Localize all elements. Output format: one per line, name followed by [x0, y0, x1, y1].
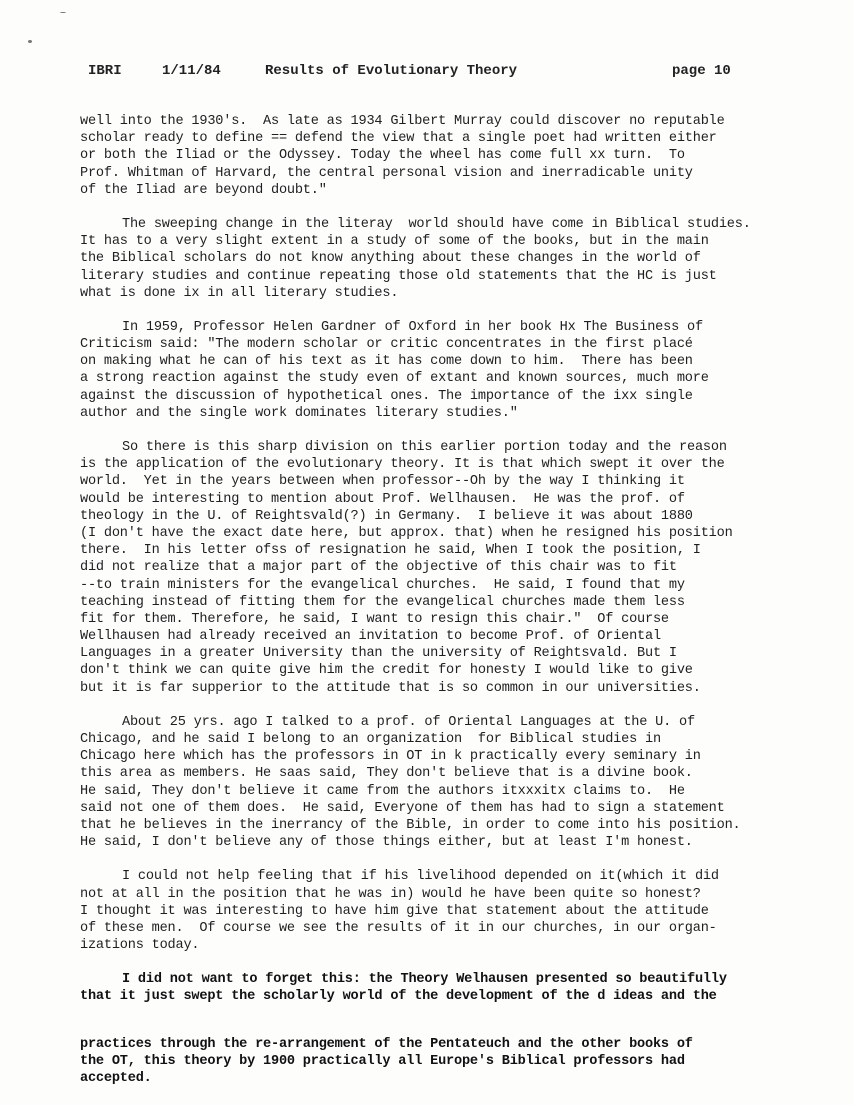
header-page-number: page 10 [672, 63, 731, 79]
text-line: I did not want to forget this: the Theory Welhausen presented so beautifully [122, 972, 727, 988]
text-line: --to train ministers for the evangelical churches. He said, I found that my [80, 577, 685, 593]
paragraph-1 [80, 113, 850, 199]
text-line: He said, I don't believe any of those things either, but at least I'm honest. [80, 835, 693, 851]
text-line: author and the single work dominates literary studies." [80, 405, 518, 421]
text-line: this area as members. He saas said, They don't believe that is a divine book. [80, 766, 693, 782]
text-line: world. Yet in the years between when professor--Oh by the way I thinking it [80, 474, 685, 490]
text-line: Criticism said: "The modern scholar or critic concentrates in the first placé [80, 337, 693, 353]
paragraph-2 [80, 216, 850, 302]
paragraph-7 [80, 971, 850, 1005]
text-line: would be interesting to mention about Prof. Wellhausen. He was the prof. of [80, 491, 685, 507]
text-line: well into the 1930's. As late as 1934 Gilbert Murray could discover no reputable [80, 114, 725, 129]
text-line: what is done ix in all literary studies. [80, 285, 399, 301]
text-line: izations today. [80, 938, 200, 954]
text-line: I thought it was interesting to have him give that statement about the attitude [80, 903, 709, 919]
text-line: that he believes in the inerrancy of the Bible, in order to come into his position. [80, 817, 741, 833]
text-line: Wellhausen had already received an invitation to become Prof. of Oriental [80, 629, 661, 645]
text-line: literary studies and continue repeating those old statements that the HC is just [80, 268, 717, 284]
scan-speck [60, 12, 66, 13]
header-title: Results of Evolutionary Theory [265, 63, 518, 79]
text-line: on making what he can of his text as it has come down to him. There has been [80, 354, 693, 370]
paragraph-4 [80, 439, 850, 697]
scan-speck [28, 40, 32, 43]
text-line: against the discussion of hypothetical ones. The importance of the ixx single [80, 388, 693, 404]
text-line: Chicago here which has the professors in OT in k practically every seminary in [80, 749, 701, 765]
text-line: of these men. Of course we see the results of it in our churches, in our organ- [80, 920, 717, 936]
paragraph-5 [80, 714, 850, 852]
text-line: fit for them. Therefore, he said, I want to resign this chair." Of course [80, 611, 669, 627]
text-line: Prof. Whitman of Harvard, the central personal vision and inerradicable unity [80, 165, 693, 181]
header-org: IBRI [88, 63, 122, 79]
text-line: Languages in a greater University than the university of Reightsvald. But I [80, 646, 677, 662]
text-line: Chicago, and he said I belong to an organization for Biblical studies in [80, 732, 661, 747]
header-date: 1/11/84 [162, 63, 221, 79]
text-line: scholar ready to define == defend the view that a single poet had written either [80, 131, 717, 147]
text-line: accepted. [80, 1071, 152, 1086]
text-line: a strong reaction against the study even of extant and known sources, much more [80, 371, 709, 387]
paragraph-8 [80, 1036, 850, 1088]
paragraph-6 [80, 868, 850, 954]
text-line: He said, They don't believe it came from the authors itxxxitx claims to. He [80, 783, 685, 799]
text-line: is the application of the evolutionary theory. It is that which swept it over the [80, 457, 725, 473]
text-line: (I don't have the exact date here, but approx. that) when he resigned his position [80, 525, 733, 541]
text-line: the OT, this theory by 1900 practically all Europe's Biblical professors had [80, 1053, 685, 1069]
text-line: The sweeping change in the literay world should have come in Biblical studies. [122, 216, 751, 232]
text-line: did not realize that a major part of the objective of this chair was to fit [80, 560, 677, 576]
text-line: practices through the re-arrangement of the Pentateuch and the other books of [80, 1036, 693, 1052]
text-line: In 1959, Professor Helen Gardner of Oxford in her book Hx The Business of [122, 319, 703, 335]
text-line: theology in the U. of Reightsvald(?) in Germany. I believe it was about 1880 [80, 508, 693, 524]
text-line: About 25 yrs. ago I talked to a prof. of Oriental Languages at the U. of [122, 714, 695, 730]
text-line: the Biblical scholars do not know anything about these changes in the world of [80, 251, 701, 267]
text-line: It has to a very slight extent in a study of some of the books, but in the main [80, 234, 709, 250]
text-line: but it is far supperior to the attitude that is so common in our universities. [80, 680, 701, 696]
text-line: said not one of them does. He said, Everyone of them has had to sign a statement [80, 800, 725, 816]
paragraph-3 [80, 319, 850, 422]
document-body [80, 113, 850, 1104]
text-line: of the Iliad are beyond doubt." [80, 182, 327, 198]
text-line: teaching instead of fitting them for the evangelical churches made them less [80, 594, 685, 610]
text-line: not at all in the position that he was in) would he have been quite so honest? [80, 886, 701, 902]
text-line: there. In his letter ofss of resignation he said, When I took the position, I [80, 543, 701, 559]
text-line: don't think we can quite give him the credit for honesty I would like to give [80, 663, 693, 679]
text-line: So there is this sharp division on this earlier portion today and the reason [122, 440, 727, 455]
text-line: or both the Iliad or the Odyssey. Today the wheel has come full xx turn. To [80, 148, 685, 164]
text-line: that it just swept the scholarly world of the development of the d ideas and the [80, 989, 717, 1005]
text-line: I could not help feeling that if his livelihood depended on it(which it did [122, 869, 719, 885]
